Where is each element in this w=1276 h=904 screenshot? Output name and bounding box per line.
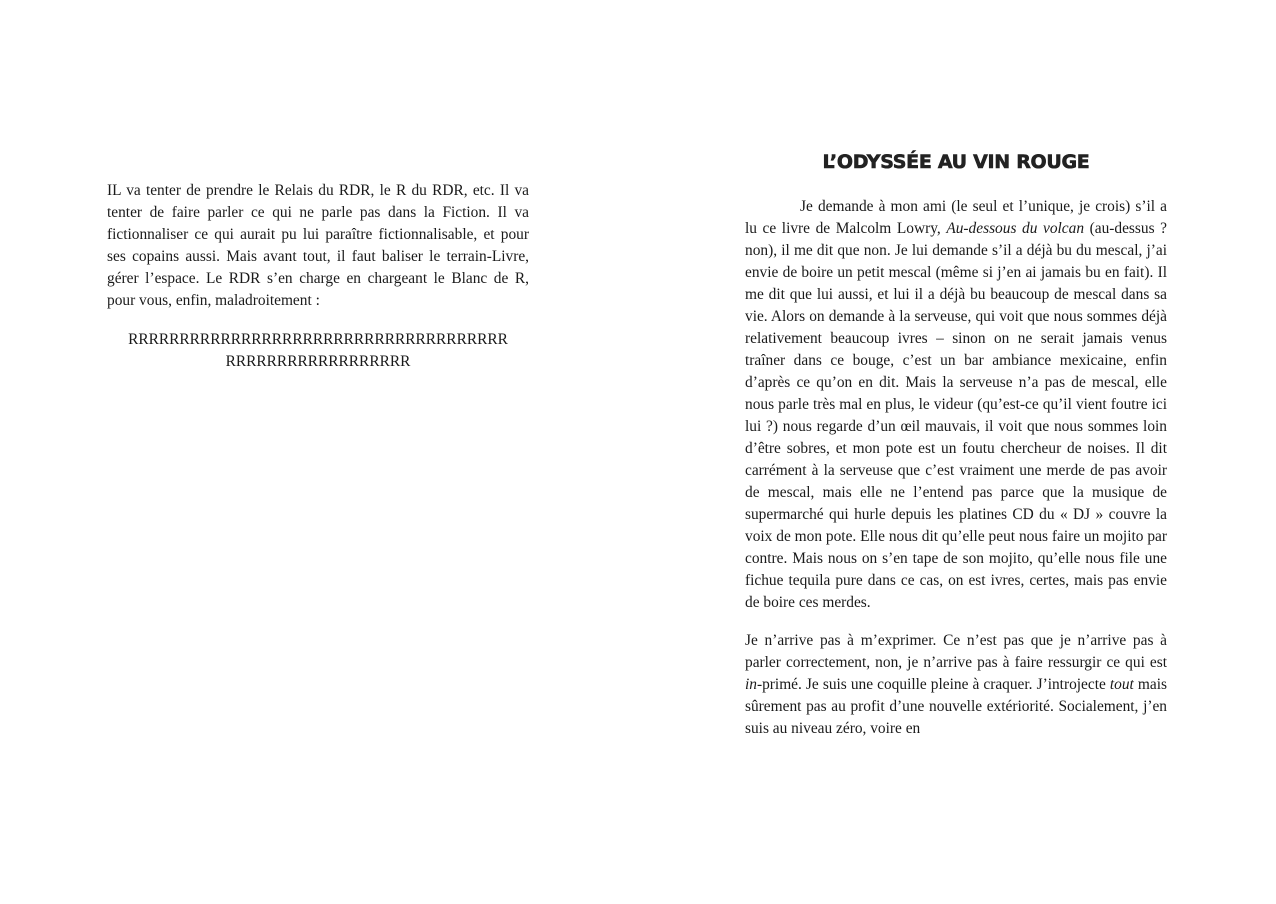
italic-in: in <box>745 676 757 693</box>
left-paragraph: IL va tenter de prendre le Relais du RDR, le R du RDR, etc. Il va tenter de faire parler ce qui ne parle pas dans la Fiction. Il va fictionnaliser ce qui aurait pu lui paraître fictionnalisable, et pour ses copains aussi. Mais avant tout, il faut baliser le terrain-Livre, gérer l’espace. Le RDR s’en charge en chargeant le Blanc de R, pour vous, enfin, maladroitement : <box>107 182 529 309</box>
paragraph-2-text-b: -primé. Je suis une coquille pleine à craquer. J’introjecte <box>756 676 1110 693</box>
r-line-2: RRRRRRRRRRRRRRRRRR <box>225 353 411 370</box>
paragraph-1 <box>745 196 1167 614</box>
paragraph-1-text-b: (au-dessus ? non), il me dit que non. Je lui demande s’il a déjà bu du mescal, j’ai envie de boire un petit mescal (même si j’en ai jamais bu en fait). Il me dit que lui aussi, et lui il a déjà bu beaucoup de mescal dans sa vie. Alors on demande à la serveuse, qui voit que nous sommes déjà relativement beaucoup ivres – sinon on ne serait jamais venus traîner dans ce bouge, c’est un bar ambiance mexicaine, enfin d’après ce qu’on en dit. Mais la serveuse n’a pas de mescal, elle nous parle très mal en plus, le videur (qu’est-ce qu’il vient foutre ici lui ?) nous regarde d’un œil mauvais, il voit que nous sommes loin d’être sobres, et mon pote est un foutu chercheur de noises. Il dit carrément à la serveuse que c’est vraiment une merde de pas avoir de mescal, mais elle ne l’entend pas parce que la musique de supermarché qui hurle depuis les platines CD du « DJ » couvre la voix de mon pote. Elle nous dit qu’elle peut nous faire un mojito par contre. Mais nous on s’en tape de son mojito, qu’elle nous file une fichue tequila pure dans ce cas, on est ivres, certes, mais pas envie de boire ces merdes. <box>745 220 1167 611</box>
paragraph-2-text-c: mais sûrement pas au profit d’une nouvelle extériorité. Socialement, j’en suis au niveau zéro, voire en <box>745 676 1167 737</box>
book-title-italic: Au-dessous du volcan <box>946 220 1085 237</box>
italic-tout: tout <box>1109 676 1134 693</box>
chapter-title: L’ODYSSÉE AU VIN ROUGE <box>822 151 1090 173</box>
right-page <box>638 0 1276 904</box>
paragraph-2 <box>745 630 1167 740</box>
paragraph-2-text-a: Je n’arrive pas à m’exprimer. Ce n’est pas que je n’arrive pas à parler correctement, non, je n’arrive pas à faire ressurgir ce qui est <box>745 632 1167 671</box>
paragraph-1-text-a: Je demande à mon ami (le seul et l’unique, je crois) s’il a lu ce livre de Malcolm Lowry, <box>745 198 1167 237</box>
r-block <box>107 329 529 373</box>
chapter-body <box>745 196 1167 740</box>
r-line-1: RRRRRRRRRRRRRRRRRRRRRRRRRRRRRRRRRRRRR <box>128 331 508 348</box>
